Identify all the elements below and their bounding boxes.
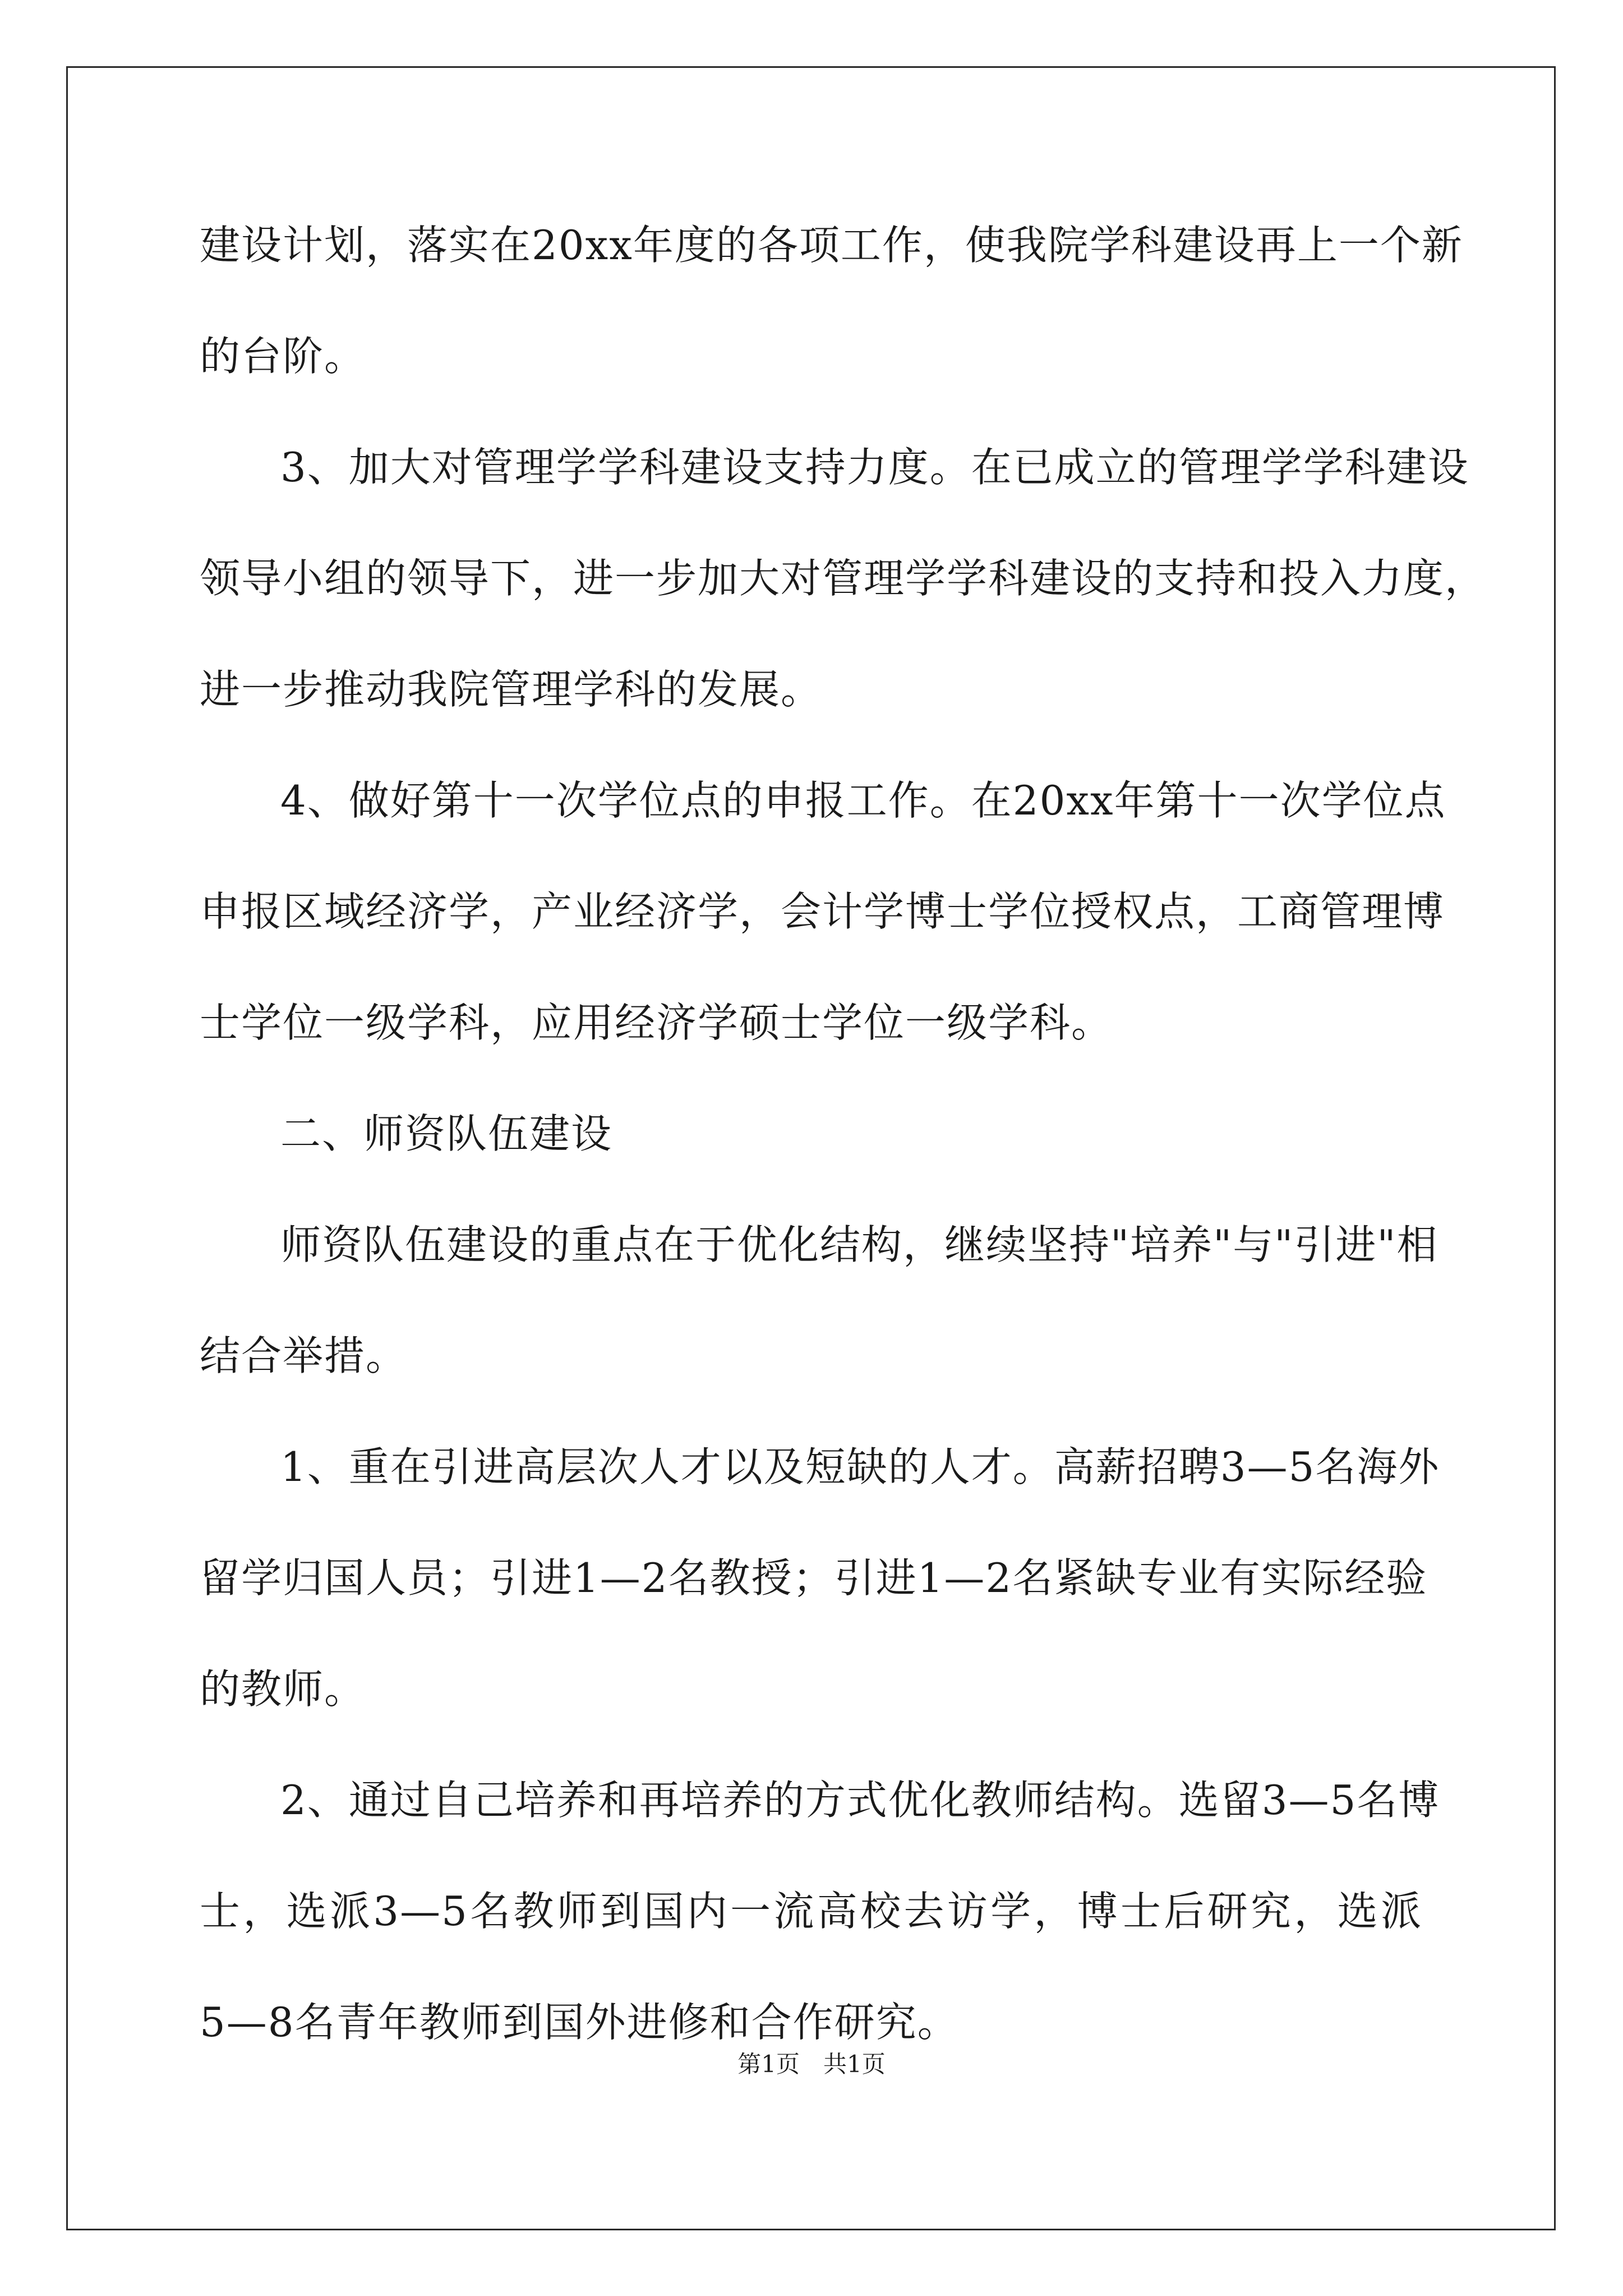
text-line: 5—8名青年教师到国外进修和合作研究。	[200, 1999, 959, 2046]
page-number-footer: 第1页 共1页	[737, 2050, 886, 2078]
text-line: 的台阶。	[200, 333, 366, 380]
text-line: 进一步推动我院管理学科的发展。	[200, 666, 823, 713]
text-line: 建设计划，落实在20xx年度的各项工作，使我院学科建设再上一个新	[200, 222, 1463, 269]
text-line: 申报区域经济学，产业经济学，会计学博士学位授权点，工商管理博	[200, 888, 1445, 935]
text-line: 1、重在引进高层次人才以及短缺的人才。高薪招聘3—5名海外	[280, 1443, 1440, 1490]
text-line: 师资队伍建设的重点在于优化结构，继续坚持"培养"与"引进"相	[280, 1221, 1438, 1268]
text-line: 2、通过自己培养和再培养的方式优化教师结构。选留3—5名博	[280, 1777, 1440, 1824]
text-line: 士学位一级学科，应用经济学硕士学位一级学科。	[200, 999, 1113, 1046]
text-line: 3、加大对管理学学科建设支持力度。在已成立的管理学学科建设	[280, 444, 1469, 491]
text-line: 领导小组的领导下，进一步加大对管理学学科建设的支持和投入力度，	[200, 555, 1487, 602]
text-line: 结合举措。	[200, 1332, 408, 1379]
text-line: 4、做好第十一次学位点的申报工作。在20xx年第十一次学位点	[280, 777, 1446, 824]
document-body	[200, 190, 1487, 2078]
section-heading: 二、师资队伍建设	[280, 1110, 613, 1157]
text-line: 的教师。	[200, 1665, 366, 1713]
text-line: 留学归国人员；引进1—2名教授；引进1—2名紧缺专业有实际经验	[200, 1554, 1428, 1602]
text-line: 士，选派3—5名教师到国内一流高校去访学，博士后研究，选派	[200, 1888, 1422, 1935]
